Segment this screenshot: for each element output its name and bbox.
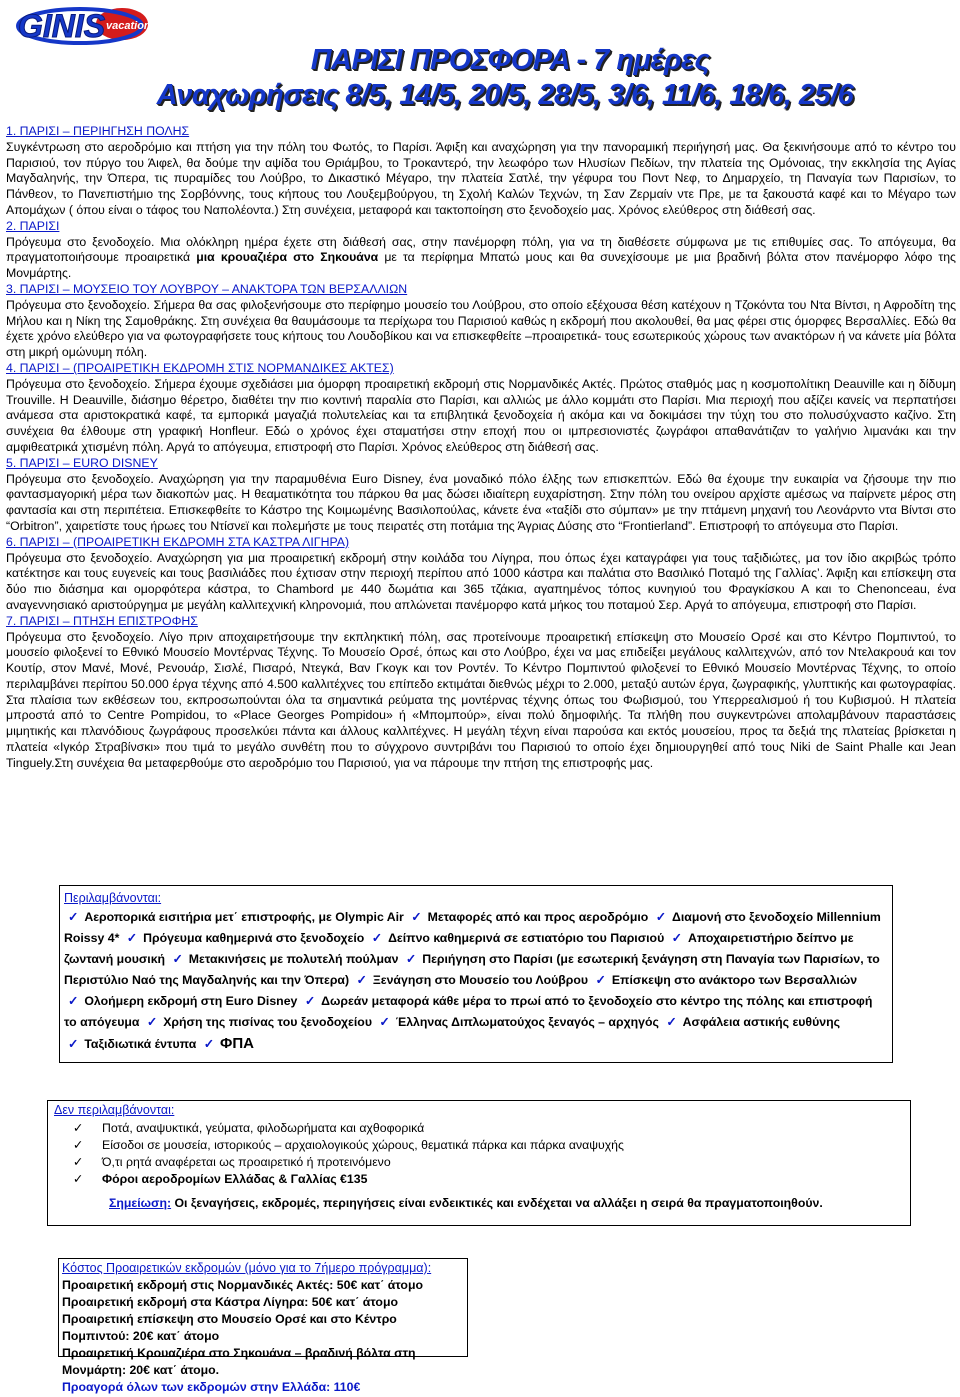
day-5-heading: 5. ΠΑΡΙΣΙ – EURO DISNEY xyxy=(6,455,158,470)
check-icon: ✓ xyxy=(304,994,316,1008)
check-icon: ✓ xyxy=(379,1015,390,1029)
list-item: ✓ Είσοδοι σε μουσεία, ιστορικούς – αρχαιολογικούς χώρους, θεματικά πάρκα και πάρκα αναψυχής xyxy=(54,1137,900,1154)
cost-item: Προαιρετική Κρουαζιέρα στο Σηκουάνα – βραδινή βόλτα στη Μονμάρτη: 20€ κατ΄ άτομο. xyxy=(62,1346,416,1377)
day-4-text: Πρόγευμα στο ξενοδοχείο. Σήμερα έχουμε σχεδιάσει μια όμορφη προαιρετική εκδρομή στις Νορμανδικές Ακτές. Πρώτος σταθμός μας η κοσμοπολίτικη Deauville και η δίδυμη Trouville. Η Deauville, διάσημο θέρετρο, διαθέτει την πιο κοντινή παραλία στο Παρίσι, και αλλιώς με άλλο κομμάτι στο Παρίσι. Μια περιοχή που αξίζει κανείς να περπατήσει ανάμεσα στα αριστοκρατικά καφέ, τα εμπορικά μαγαζιά πολυτελείας και τα επιβλητικά ξενοδοχεία ή ακόμα και να δοκιμάσει την τύχη του στο πολυσύχναστο καζίνο. Στη συνέχεια θα έλθουμε στη γραφική Honfleur. Εδώ ο χρόνος έχει σταματήσει στην εποχή που οι ιμπρεσιονιστές ζωγράφοι απαθανάτιζαν το γαλήνιο λιμανάκι και την αμφιθεατρικά χτισμένη πόλη. Αργά το απόγευμα, επιστροφή στο Παρίσι. Χρόνος ελεύθερος στη διάθεσή σας. xyxy=(6,376,956,454)
excluded-label: Δεν περιλαμβάνονται: xyxy=(54,1103,175,1117)
excluded-list xyxy=(54,1120,900,1188)
svg-text:vacation: vacation xyxy=(106,20,151,32)
included-item: Μεταφορές από και προς αεροδρόμιο xyxy=(427,910,649,924)
day-6-heading: 6. ΠΑΡΙΣΙ – (ΠΡΟΑΙΡΕΤΙΚΗ ΕΚΔΡΟΜΗ ΣΤΑ ΚΑΣΤΡΑ ΛΙΓΗΡΑ) xyxy=(6,534,350,549)
included-item: Δωρεάν μεταφορά κάθε μέρα το πρωί από το ξενοδοχείο στο κέντρο της πόλης και επιστροφή το απόγευμα xyxy=(64,994,873,1029)
svg-text:GINIS: GINIS xyxy=(18,8,106,44)
cost-item: Προαιρετική επίσκεψη στο Μουσείο Ορσέ και στο Κέντρο Πομπιντού: 20€ κατ΄ άτομο xyxy=(62,1312,397,1343)
check-icon: ✓ xyxy=(68,1037,79,1051)
departure-dates: Αναχωρήσεις 8/5, 14/5, 20/5, 28/5, 3/6, 11/6, 18/6, 25/6 xyxy=(156,79,854,111)
check-icon: ✓ xyxy=(371,931,383,945)
included-item: Δείπνο καθημερινά σε εστιατόριο του Παρισιού xyxy=(388,931,665,945)
included-list xyxy=(60,907,892,1055)
day-6-text: Πρόγευμα στο ξενοδοχείο. Αναχώρηση για μια προαιρετική εκδρομή στην κοιλάδα του Λίγηρα, που όπως έχει καταγράφει για τους ταξιδιώτες, μα τον ίδιο ακριβώς τρόπο κατέκτησε και τους ευγενείς και τους βασιλιάδες που έχτισαν στην περιοχή περίπου από 1000 κάστρα και παλάτια στο Βασιλικό Ποταμό της Γαλλίας’. Άφιξη και επίσκεψη στα δύο πιο διάσημα και ομορφότερα κάστρα, το Chambord με 440 δωμάτια και 365 τζάκια, αγαπημένος τόπος κυνηγιού του Φραγκίσκου Α και το Chenonceau, ένα αναγεννησιακό αριστούργημα με μεγάλη καλλιτεχνική κληρονομιά, που απλώνεται πανέμορφο κατά μήκος του ποταμού Σερ. Αργά το απόγευμα, επιστροφή στο Παρίσι. xyxy=(6,550,956,612)
included-item: Αποχαιρετιστήριο δείπνο με ζωντανή μουσική xyxy=(64,931,854,966)
check-icon: ✓ xyxy=(172,952,183,966)
check-icon: ✓ xyxy=(203,1037,215,1051)
check-icon: ✓ xyxy=(68,910,79,924)
ginis-logo xyxy=(14,4,154,46)
check-icon: ✓ xyxy=(595,973,606,987)
included-item: Χρήση της πισίνας του ξενοδοχείου xyxy=(163,1015,372,1029)
optional-costs-box xyxy=(58,1258,468,1394)
included-item: Αεροπορικά εισιτήρια μετ΄ επιστροφής, με Olympic Air xyxy=(84,910,404,924)
list-item: ✓ Ό,τι ρητά αναφέρεται ως προαιρετικό ή προτεινόμενο xyxy=(54,1154,900,1171)
included-label: Περιλαμβάνονται: xyxy=(64,891,162,905)
cost-item: Προαιρετική εκδρομή στις Νορμανδικές Ακτές: 50€ κατ΄ άτομο xyxy=(62,1278,423,1292)
list-item: ✓ Φόροι αεροδρομίων Ελλάδας & Γαλλίας €135 xyxy=(54,1171,900,1188)
check-icon: ✓ xyxy=(411,910,422,924)
note: Σημείωση: Οι ξεναγήσεις, εκδρομές, περιηγήσεις είναι ενδεικτικές και ενδέχεται να αλλάξει η σειρά θα πραγματοποιηθούν. xyxy=(109,1196,823,1210)
check-icon: ✓ xyxy=(72,1172,84,1186)
check-icon: ✓ xyxy=(655,910,667,924)
included-item-vat: ΦΠΑ xyxy=(220,1035,254,1052)
cost-item: Προαιρετική εκδρομή στα Κάστρα Λίγηρα: 50€ κατ΄ άτομο xyxy=(62,1295,398,1309)
check-icon: ✓ xyxy=(72,1155,84,1169)
list-item: ✓ Ποτά, αναψυκτικά, γεύματα, φιλοδωρήματα και αχθοφορικά xyxy=(54,1120,900,1137)
day-1-heading: 1. ΠΑΡΙΣΙ – ΠΕΡΙΗΓΗΣΗ ΠΟΛΗΣ xyxy=(6,124,190,138)
itinerary xyxy=(6,124,956,772)
day-3-text: Πρόγευμα στο ξενοδοχείο. Σήμερα θα σας φιλοξενήσουμε στο περίφημο μουσείο του Λούβρου, στο οποίο εξέχουσα θέση κατέχουν η Τζοκόντα του Ντα Βίντσι, η Αφροδίτη της Μήλου και η Νίκη της Σαμοθράκης. Στη συνέχεια θα θαυμάσουμε τα περίχωρα του Παρισιού καθώς η εκδρομή που ακολουθεί, θα μας φέρει στις όμορφες Βερσαλλίες. Εδώ θα έχετε χρόνο ελεύθερο για να φωτογραφήσετε τους κήπους του Λουδοβίκου και να επισκεφθείτε –προαιρετικά- τους εσωτερικούς χώρους των ανακτόρων ή να κάνετε μία βόλτα στη μικρή ομώνυμη πόλη. xyxy=(6,297,956,360)
day-7-heading: 7. ΠΑΡΙΣΙ – ΠΤΗΣΗ ΕΠΙΣΤΡΟΦΗΣ xyxy=(6,613,198,628)
day-1-text: Συγκέντρωση στο αεροδρόμιο και πτήση για την πόλη του Φωτός, το Παρίσι. Άφιξη και αναχώρηση για την πανοραμική περιήγησή μας. Θα ξεκινήσουμε από το κέντρο του Παρισιού, τον πύργο του Άιφελ, θα δούμε την αψίδα του Θριάμβου, το Τροκαντερό, την λεωφόρο των Ηλυσίων Πεδίων, την πλατεία της Ομόνοιας, την εκκλησία της Αγίας Μαγδαληνής, την Όπερα, τις πυραμίδες του Λούβρο, το Δικαστικό Μέγαρο, την πλατεία Σατλέ, την γέφυρα του Ποντ Νεφ, το Δημαρχείο, τη Παναγία των Παρισίων, το Πάνθεον, το Πανεπιστήμιο της Σορβόννης, τους κήπους του Λουξεμβούργου, τη Σχολή Καλών Τεχνών, τη Σαν Ζερμαίν ντε Πρε, με τα ξακουστά καφέ και το Μέγαρο των Απομάχων ( όπου είναι ο τάφος του Ναπολέοντα.) Στη συνέχεια, μεταφορά και τακτοποίηση στο ξενοδοχείο μας. Χρόνος ελεύθερος στη διάθεσή σας. xyxy=(6,139,956,217)
costs-label: Κόστος Προαιρετικών εκδρομών (μόνο για το 7ήμερο πρόγραμμα): xyxy=(62,1261,432,1275)
check-icon: ✓ xyxy=(126,931,138,945)
included-item: Ολοήμερη εκδρομή στη Euro Disney xyxy=(84,994,298,1008)
day-4-heading: 4. ΠΑΡΙΣΙ – (ΠΡΟΑΙΡΕΤΙΚΗ ΕΚΔΡΟΜΗ ΣΤΙΣ ΝΟΡΜΑΝΔΙΚΕΣ ΑΚΤΕΣ) xyxy=(6,360,394,375)
included-item: Ταξιδιωτικά έντυπα xyxy=(84,1037,197,1051)
check-icon: ✓ xyxy=(146,1015,158,1029)
check-icon: ✓ xyxy=(356,973,367,987)
included-box xyxy=(59,885,893,1063)
included-item: Μετακινήσεις με πολυτελή πούλμαν xyxy=(188,952,399,966)
cost-total: Προαγορά όλων των εκδρομών στην Ελλάδα: 110€ xyxy=(62,1380,361,1394)
included-item: Επίσκεψη στο ανάκτορο των Βερσαλλιών xyxy=(611,973,858,987)
included-item: Διαμονή στο ξενοδοχείο Millennium Roissy 4* xyxy=(64,910,881,945)
check-icon: ✓ xyxy=(405,952,417,966)
included-item: Πρόγευμα καθημερινά στο ξενοδοχείο xyxy=(143,931,365,945)
included-item: Περιήγηση στο Παρίσι (με εσωτερική ξενάγηση στη Παναγία των Παρισίων, το Περιστύλιο Ναό της Μαγδαληνής και την Όπερα) xyxy=(64,952,880,987)
note-label: Σημείωση: xyxy=(109,1196,172,1210)
check-icon: ✓ xyxy=(72,1138,84,1152)
included-item: Έλληνας Διπλωματούχος ξεναγός – αρχηγός xyxy=(395,1015,659,1029)
included-item: Ασφάλεια αστικής ευθύνης xyxy=(682,1015,840,1029)
offer-title: ΠΑΡΙΣΙ ΠΡΟΣΦΟΡΑ - 7 ημέρες xyxy=(310,44,710,76)
check-icon: ✓ xyxy=(68,994,79,1008)
day-5-text: Πρόγευμα στο ξενοδοχείο. Αναχώρηση για την παραμυθένια Euro Disney, ένα μοναδικό πόλο έλξης των επισκεπτών. Εδώ θα έχουμε την ευκαιρία να ζήσουμε την πιο φαντασμαγορική μέρα των διακοπών μας. Η θεαματικότητα του πάρκου θα μας δώσει ιδιαίτερη ευχαρίστηση. Στην πόλη του ονείρου αρχίστε αμέσως να παίρνετε μέρος στη φαντασία και στη περιπέτεια. Επισκεφθείτε το Κάστρο της Κοιμωμένης Βασιλοπούλας, κάνετε ένα «ταξίδι στο σύμπαν» με την πτάμενη μηχανή του Λεονάρντο ντα Βίντσι στο “Orbitron”, χαιρετίστε τους ήρωες του Ντίσνεϊ και πολεμήστε με τους πειρατές στη ποτάμια της Άγριας Δύσης στο “Frontierland”. Επιστροφή το απόγευμα στο Παρίσι. xyxy=(6,471,956,533)
check-icon: ✓ xyxy=(671,931,682,945)
check-icon: ✓ xyxy=(72,1121,84,1135)
included-item: Ξενάγηση στο Μουσείο του Λούβρου xyxy=(372,973,589,987)
day-2-text: Πρόγευμα στο ξενοδοχείο. Μια ολόκληρη ημέρα έχετε στη διάθεσή σας, στην πανέμορφη πόλη, για να τη διαθέσετε σύμφωνα με τις επιθυμίες σας. Το απόγευμα, θα πραγματοποιήσουμε προαιρετικά μια κρουαζιέρα στο Σηκουάνα με τα περίφημα Μπατώ μους και θα συνεχίσουμε με μια βραδινή βόλτα στον πανέμορφο λόφο της Μονμάρτης. xyxy=(6,234,956,281)
day-7-text: Πρόγευμα στο ξενοδοχείο. Λίγο πριν αποχαιρετήσουμε την εκπληκτική πόλη, σας προτείνουμε προαιρετική επίσκεψη στο Μουσείο Ορσέ και στο Κέντρο Πομπιντού, το μουσείο φιλοξενεί το Εθνικό Μουσείο Μοντέρνας Τέχνης. Το Μουσείο Ορσέ, όπως και στο Λούβρο, έχει να μας επιδείξει μεγάλους καλλιτεχνών, από τον Ντελακρουά και τον Κουτίρ, στον Μανέ, Μονέ, Ρενουάρ, Σισλέ, Πισαρό, Ντεγκά, Βαν Γκογκ και τον Ροντέν. Το Κέντρο Πομπιντού φιλοξενεί το Εθνικό Μουσείο Μοντέρνας Τέχνης, το οποίο περιλαμβάνει περίπου 50.000 έργα τέχνης από 4.500 καλλιτέχνες του επίπεδο εκτιμάται διεθνώς μέχρι το 2.000, μεταξύ αυτών έργα, ζωγραφικής, γλυπτικής και φωτογραφίας. Στα πλαίσια των εκθέσεων του, εκπροσωπούνται όλα τα σημαντικά ρεύματα της μοντέρνας τέχνης όπως του Φωβισμού, του Υπερρεαλισμού ή του Κυβισμού. Η πλατεία μπροστά από το Centre Pompidou, το «Place Georges Pompidou» ή «Μπομπούρ», είναι πολύ δημοφιλής. Τα πλήθη που συγκεντρώνει απολαμβάνουν παραστάσεις μιμητικής και πλανόδιους ζωγράφους προσελκύει πάντα και άλλους καλλιτέχνες. Η μεγάλη τέχνη είναι παρούσα και εκτός μουσείου, προς τα δεξιά της πλατείας βρίσκεται η πλατεία «Ιγκόρ Στραβίνσκι» που τιμά το μεγάλο συνθέτη που το σύγχρονο συντριβάνι του Παρισιού το οποίο έχει δημιουργηθεί από τους Niki de Saint Phalle και Jean Tinguely.Στη συνέχεια θα μεταφερθούμε στο αεροδρόμιο του Παρισιού, για να πάρουμε την πτήση της επιστροφής μας. xyxy=(6,629,956,770)
check-icon: ✓ xyxy=(666,1015,677,1029)
day-2-heading: 2. ΠΑΡΙΣΙ xyxy=(6,218,60,233)
day-3-heading: 3. ΠΑΡΙΣΙ – ΜΟΥΣΕΙΟ ΤΟΥ ΛΟΥΒΡΟΥ – ΑΝΑΚΤΟΡΑ ΤΩΝ ΒΕΡΣΑΛΛΙΩΝ xyxy=(6,281,408,296)
excluded-box xyxy=(47,1100,911,1226)
